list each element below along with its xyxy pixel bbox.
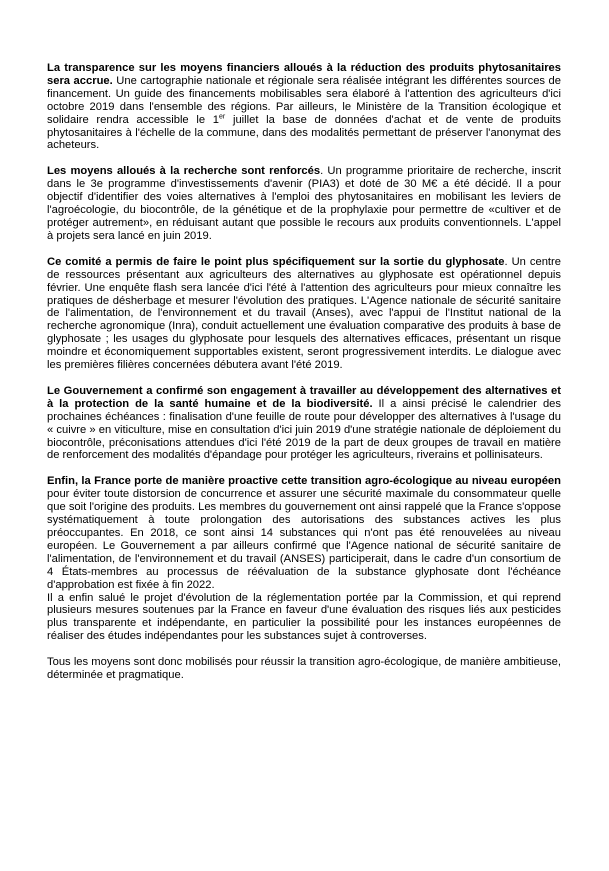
paragraph-lead: Le Gouvernement a confirmé son engagement à travailler au développement des alternatives et à la protection de la santé humaine et de la biodiversité. <box>47 384 561 410</box>
paragraph-text: . Un centre de ressources présentant aux agriculteurs des alternatives au glyphosate est opérationnel depuis février. Une enquête flash sera lancée d'ici l'été à l'attention des agriculteurs pour mieux connaître les pratiques de désherbage et mesurer l'évolution des pratiques. L'Agence nationale de sécurité sanitaire de l'alimentation, de l'environnement et du travail (Anses), avec l'appui de l'Institut national de la recherche agronomique (Inra), conduit actuellement une évaluation comparative des produits à base de glyphosate ; les usages du glyphosate pour lesquels des alternatives efficaces, présentant un risque moindre et économiquement supportables existent, seront progressivement interdits. Le dialogue avec les premières filières concernées débutera avant l'été 2019. <box>47 255 561 372</box>
paragraph-lead: Ce comité a permis de faire le point plus spécifiquement sur la sortie du glyphosate <box>47 255 505 268</box>
paragraph-lead: La transparence sur les moyens financiers alloués à la réduction des produits phytosanitaires sera accrue. <box>47 62 561 87</box>
paragraph-text: . Un programme prioritaire de recherche, inscrit dans le 3e programme d'investissements d'avenir (PIA3) et doté de 30 M€ a été décidé. Il a pour objectif d'identifier des voies alternatives à l'emploi des phytosanitaires en mobilisant les leviers de l'agroécologie, du biocontrôle, de la génétique et de la prophylaxie pour permettre de «cultiver et de protéger autrement», en réduisant autant que possible le recours aux produits conventionnels. L'appel à projets sera lancé en juin 2019. <box>47 165 561 242</box>
paragraph-text: Il a ainsi précisé le calendrier des prochaines échéances : finalisation d'une feuille de route pour développer des alternatives à l'usage du « cuivre » en viticulture, mise en consultation d'ici juin 2019 d'une stratégie nationale de déploiement du biocontrôle, préconisations attendues d'ici l'été 2019 de la part de deux groupes de travail en matière de renforcement des modalités d'épandage pour protéger les agriculteurs, riverains et pollinisateurs. <box>47 397 561 462</box>
paragraph-conclusion: Tous les moyens sont donc mobilisés pour réussir la transition agro-écologique, de manière ambitieuse, déterminée et pragmatique. <box>47 656 561 682</box>
paragraph-europe <box>47 475 561 591</box>
paragraph-engagement <box>47 385 561 462</box>
paragraph-recherche <box>47 165 561 242</box>
paragraph-transparence <box>47 62 561 152</box>
superscript: er <box>219 112 226 120</box>
paragraph-lead: Les moyens alloués à la recherche sont renforcés <box>47 165 321 178</box>
paragraph-text: pour éviter toute distorsion de concurrence et assurer une sécurité maximale du consommateur quelle que soit l'origine des produits. Les membres du gouvernement ont ainsi rappelé que la France s'oppose systématiquement à toute prolongation des autorisations des substances actives les plus préoccupantes. En 2018, ce sont ainsi 14 substances qui n'ont pas été renouvelées au niveau européen. Le Gouvernement a par ailleurs confirmé que l'Agence national de sécurité sanitaire de l'alimentation, de l'environnement et du travail (ANSES) participerait, dans le cadre d'un consortium de 4 États-membres au processus de réévaluation de la substance glyphosate dont l'échéance d'approbation est fixée à fin 2022. <box>47 488 561 591</box>
paragraph-commission: Il a enfin salué le projet d'évolution de la réglementation portée par la Commission, et qui reprend plusieurs mesures soutenues par la France en faveur d'une évaluation des risques liés aux pesticides plus transparente et indépendante, en particulier la possibilité pour les instances européennes de réaliser des études indépendantes pour les substances sujet à controverses. <box>47 591 561 643</box>
paragraph-text: juillet la base de données d'achat et de vente de produits phytosanitaires à l'échelle de la commune, dans des modalités permettant de préserver l'anonymat des acheteurs. <box>47 113 561 152</box>
paragraph-lead: Enfin, la France porte de manière proactive cette transition agro-écologique au niveau européen <box>47 475 561 488</box>
paragraph-text: Une cartographie nationale et régionale sera réalisée intégrant les différentes sources de financement. Un guide des financements mobilisables sera élaboré à l'attention des agriculteurs d'ici octobre 2019 dans l'ensemble des régions. Par ailleurs, le Ministère de la Transition écologique et solidaire rendra accessible le 1 <box>47 74 561 126</box>
document-page <box>47 62 561 695</box>
paragraph-glyphosate <box>47 256 561 372</box>
